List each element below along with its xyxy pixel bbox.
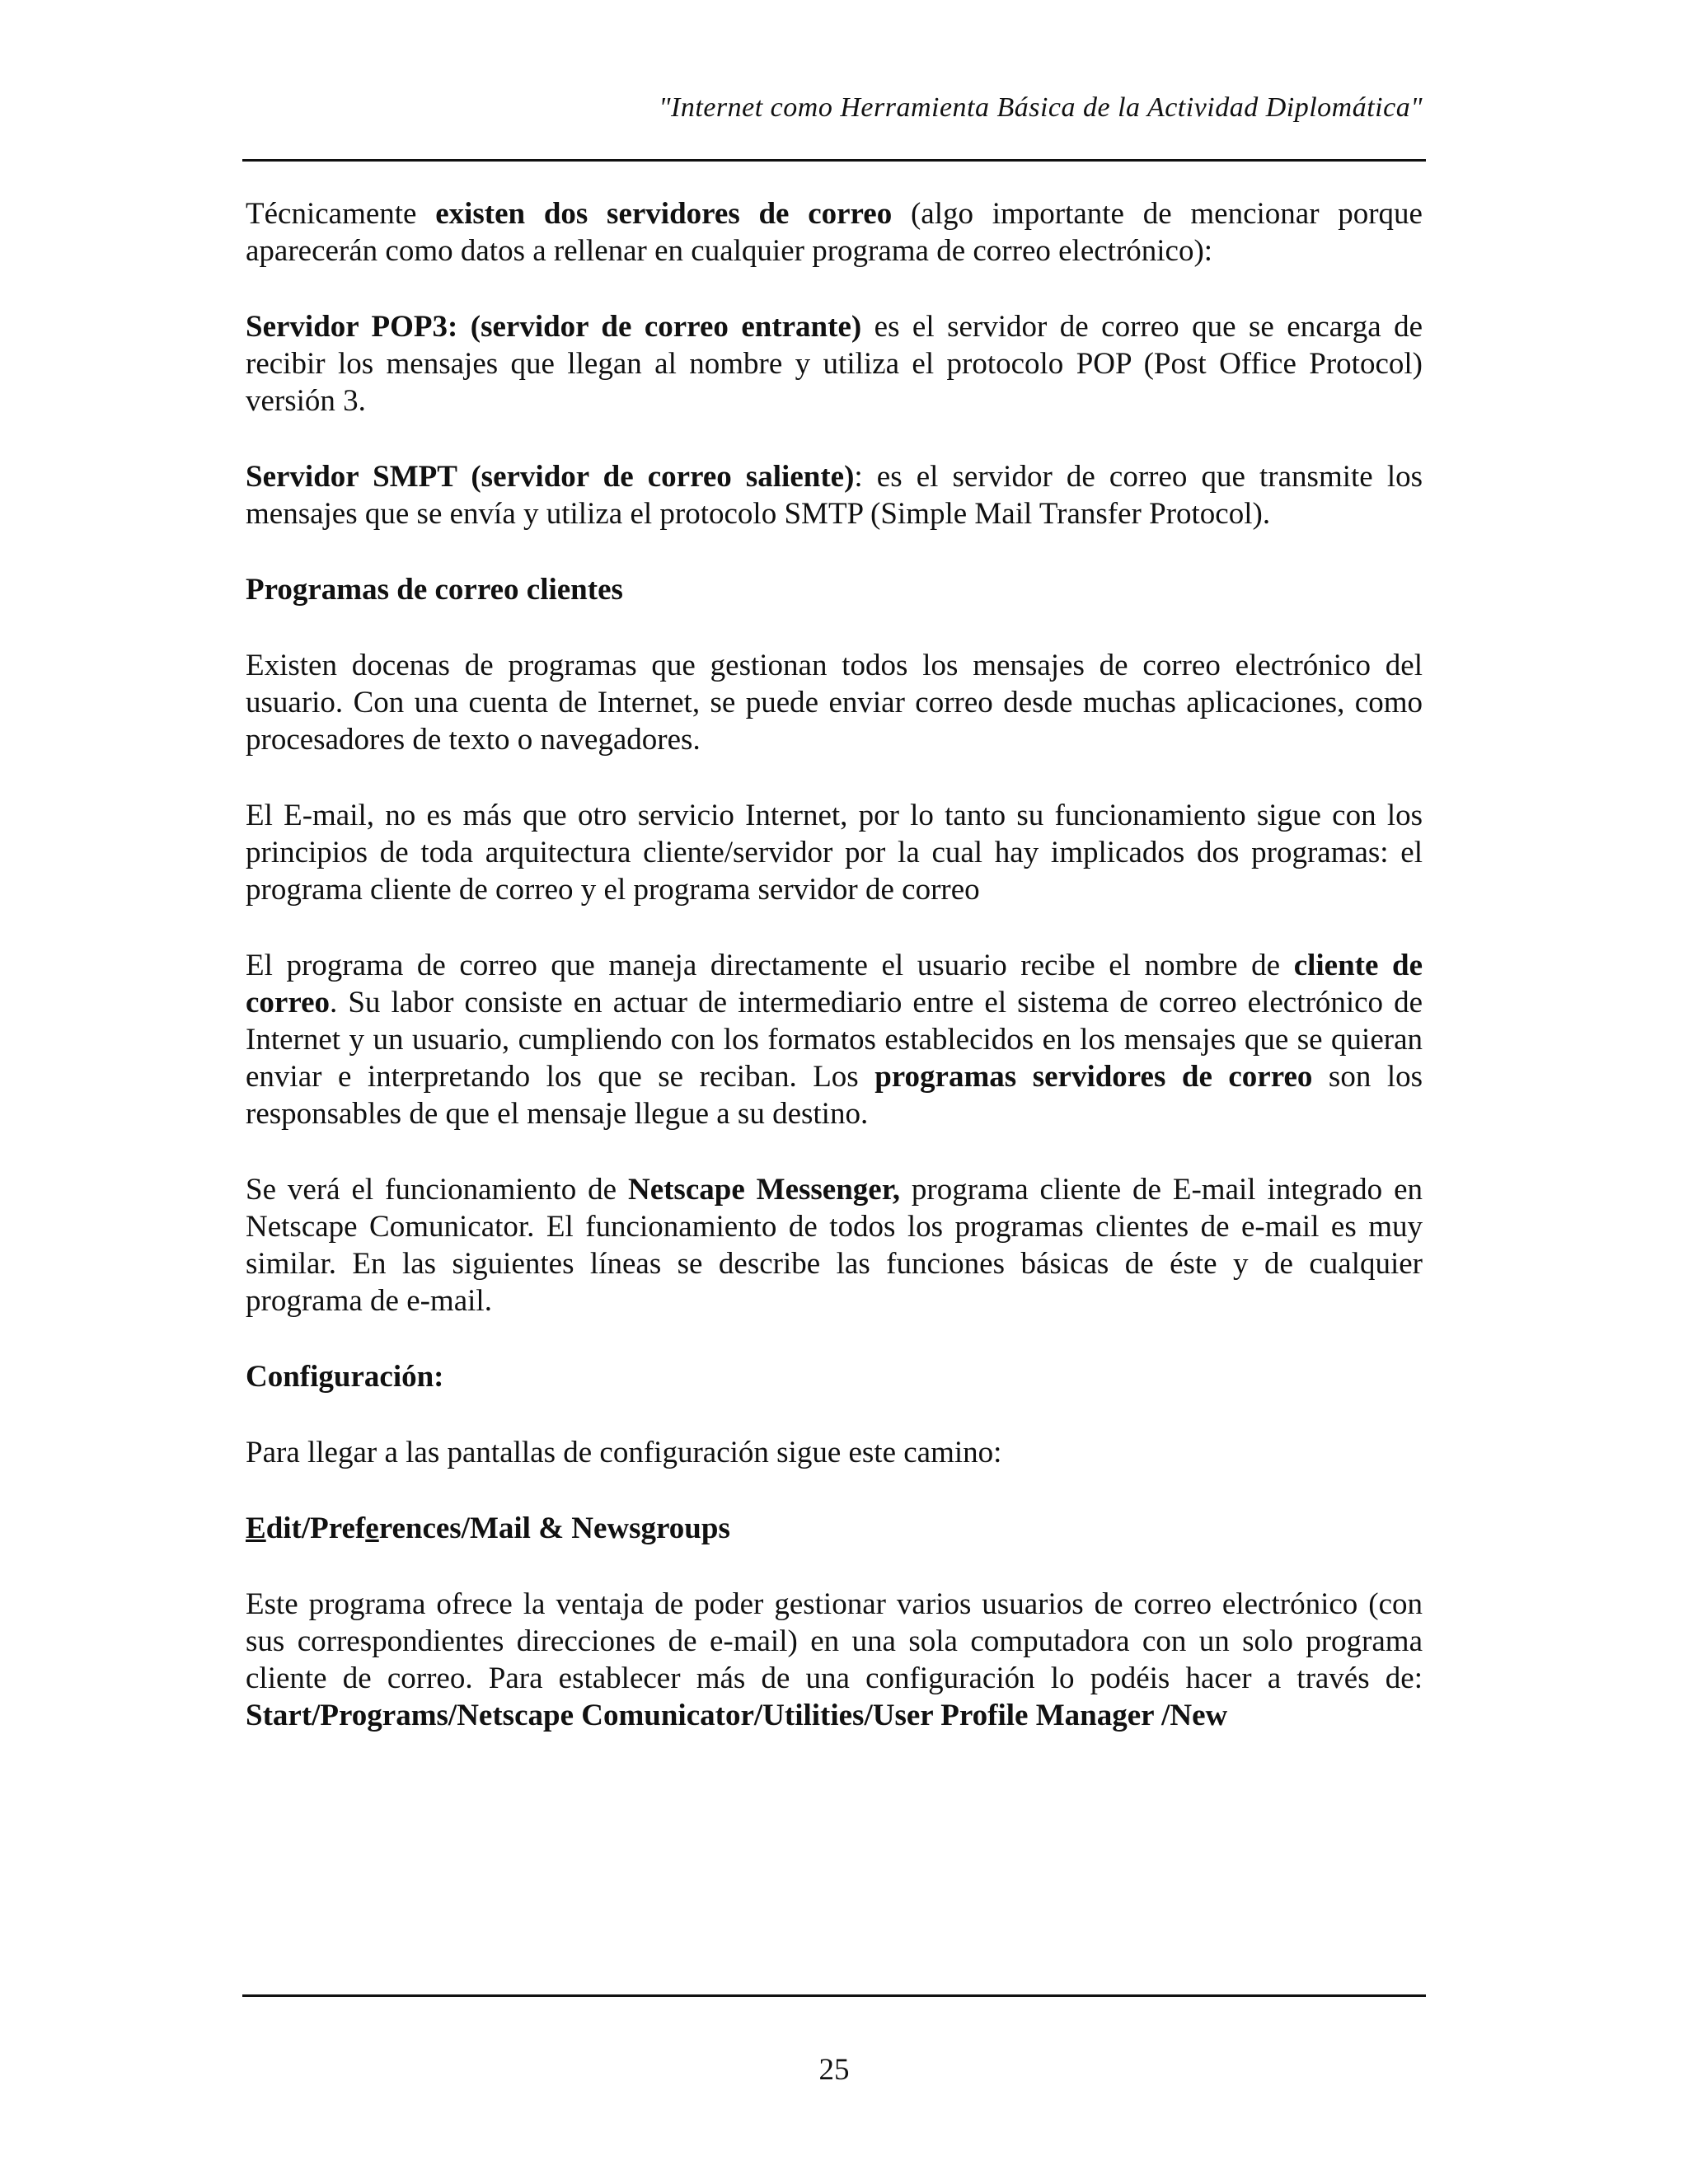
paragraph-varios-usuarios [246,1586,1423,1734]
header-rule [242,159,1426,162]
underlined-char: E [246,1511,266,1545]
text-run: dit/Pref [265,1511,366,1545]
paragraph-docenas: Existen docenas de programas que gestionan todos los mensajes de correo electrónico del usuario. Con una cuenta de Internet, se puede enviar correo desde muchas aplicaciones, como procesadores de texto o navegadores. [246,649,1423,757]
text-run: programa cliente de E-mail integrado en Netscape Comunicator. El funcionamiento de todos los programas clientes de e-mail es muy similar. En las siguientes líneas se describe las funciones básicas de éste y de cualquier programa de e-mail. [246,1173,1423,1318]
running-header: "Internet como Herramienta Básica de la Actividad Diplomática" [659,92,1423,123]
footer-rule [242,1994,1426,1997]
bold-run: cliente de correo [246,949,1423,1019]
bold-run: Servidor SMPT (servidor de correo saliente) [246,460,855,494]
paragraph-smtp [246,458,1423,532]
text-run: es el servidor de correo que se encarga de recibir los mensajes que llegan al nombre y utiliza el protocolo POP (Post Office Protocol) versión 3. [246,310,1423,418]
paragraph-pop3 [246,308,1423,419]
paragraph-netscape-messenger [246,1171,1423,1319]
document-page [246,0,1423,2184]
text-run: Técnicamente [246,197,436,231]
text-run: El programa de correo que maneja directamente el usuario recibe el nombre de [246,949,1294,982]
section-heading-programas: Programas de correo clientes [246,573,623,607]
bold-run: Netscape Messenger, [627,1173,900,1207]
bold-run: Start/Programs/Netscape Comunicator/Utilities/User Profile Manager /New [246,1699,1228,1732]
bold-run: programas servidores de correo [874,1060,1313,1094]
paragraph-camino: Para llegar a las pantallas de configuración sigue este camino: [246,1436,1002,1469]
body-text [246,195,1423,1773]
bold-run: Servidor POP3: (servidor de correo entrante) [246,310,862,344]
bold-run: existen dos servidores de correo [435,197,893,231]
paragraph-email-servicio: El E-mail, no es más que otro servicio Internet, por lo tanto su funcionamiento sigue con los principios de toda arquitectura cliente/servidor por la cual hay implicados dos programas: el programa cliente de correo y el programa servidor de correo [246,799,1423,907]
text-run: Este programa ofrece la ventaja de poder gestionar varios usuarios de correo electrónico (con sus correspondientes direcciones de e-mail) en una sola computadora con un solo programa cliente de correo. Para establecer más de una configuración lo podéis hacer a través de: [246,1587,1423,1695]
menu-path [246,1510,1423,1547]
text-run: rences/Mail & Newsgroups [378,1511,730,1545]
text-run: Se verá el funcionamiento de [246,1173,628,1207]
text-run: . Su labor consiste en actuar de intermediario entre el sistema de correo electrónico de Internet y un usuario, cumpliendo con los formatos establecidos en los mensajes que se quieran enviar e interpretando los que se reciban. Los [246,986,1423,1094]
text-run: (algo importante de mencionar porque aparecerán como datos a rellenar en cualquier programa de correo electrónico): [246,197,1423,268]
paragraph-servidores-intro [246,195,1423,269]
paragraph-cliente-de-correo [246,947,1423,1132]
underlined-char: e [365,1511,379,1545]
page-number: 25 [818,2053,850,2087]
text-run: : es el servidor de correo que transmite los mensajes que se envía y utiliza el protocolo SMTP (Simple Mail Transfer Protocol). [246,460,1423,531]
text-run: son los responsables de que el mensaje llegue a su destino. [246,1060,1423,1131]
section-heading-configuracion: Configuración: [246,1360,444,1394]
